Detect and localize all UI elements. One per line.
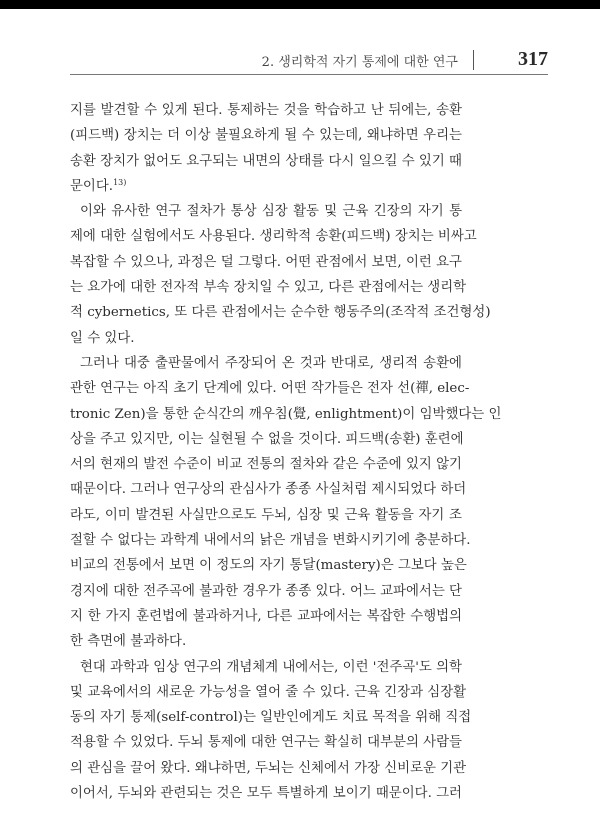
text-line: 이와 유사한 연구 절차가 통상 심장 활동 및 근육 긴장의 자기 통 [80,204,462,220]
text-line: 상을 주고 있지만, 이는 실현될 수 없을 것이다. 피드백(송환) 훈련에 [70,431,464,447]
text-line: 그러나 대중 출판물에서 주장되어 온 것과 반대로, 생리적 송환에 [80,355,462,371]
header-separator [473,50,474,70]
text-line: tronic Zen)을 통한 순식간의 깨우침(覺, enlightment)이 임박했다는 인 [70,406,502,422]
text-line-content: 문이다. [70,178,114,194]
text-line: 경지에 대한 전주곡에 불과한 경우가 종종 있다. 어느 교파에서는 단 [70,583,462,599]
text-line: 한 측면에 불과하다. [70,634,187,650]
header-rule [70,74,548,75]
text-line [70,174,462,199]
text-line: 관한 연구는 아직 초기 단계에 있다. 어떤 작가들은 전자 선(禪, elec- [70,381,470,397]
text-line: 비교의 전통에서 보면 이 정도의 자기 통달(mastery)은 그보다 높은 [70,558,467,574]
page-number: 317 [518,48,548,70]
body-text [70,98,502,806]
text-line: (피드백) 장치는 더 이상 불필요하게 될 수 있는데, 왜냐하면 우리는 [70,128,462,144]
page-top-border [0,0,600,9]
text-line: 적 cybernetics, 또 다른 관점에서는 순수한 행동주의(조작적 조건형성) [70,305,491,321]
text-line: 송환 장치가 없어도 요구되는 내면의 상태를 다시 일으킬 수 있기 때 [70,153,462,169]
text-line: 일 수 있다. [70,330,135,346]
text-line: 복잡할 수 있으나, 과정은 덜 그렇다. 어떤 관점에서 보면, 이런 요구 [70,254,462,270]
text-line: 때문이다. 그러나 연구상의 관심사가 종종 사실처럼 제시되었다 하더 [70,482,467,498]
text-line: 는 요가에 대한 전자적 부속 장치일 수 있고, 다른 관점에서는 생리학 [70,280,467,296]
text-line: 지를 발견할 수 있게 된다. 통제하는 것을 학습하고 난 뒤에는, 송환 [70,103,462,118]
chapter-title: 2. 생리학적 자기 통제에 대한 연구 [261,55,458,70]
text-line: 현대 과학과 임상 연구의 개념체계 내에서는, 이런 '전주곡'도 의학 [80,659,462,675]
text-line: 라도, 이미 발견된 사실만으로도 두뇌, 심장 및 근육 활동을 자기 조 [70,507,462,523]
text-line: 절할 수 없다는 과학계 내에서의 낡은 개념을 변화시키기에 충분하다. [70,533,471,549]
footnote-ref: 13) [113,177,127,187]
running-header [70,50,548,76]
text-line: 서의 현재의 발전 수준이 비교 전통의 절차와 같은 수준에 있지 않기 [70,457,462,473]
text-line: 이어서, 두뇌와 관련되는 것은 모두 특별하게 보이기 때문이다. 그러 [70,786,462,802]
text-line: 제에 대한 실험에서도 사용된다. 생리학적 송환(피드백) 장치는 비싸고 [70,229,477,245]
text-line: 적용할 수 있었다. 두뇌 통제에 대한 연구는 확실히 대부분의 사람들 [70,735,462,751]
text-line: 의 관심을 끌어 왔다. 왜냐하면, 두뇌는 신체에서 가장 신비로운 기관 [70,760,467,776]
text-line: 및 교육에서의 새로운 가능성을 열어 줄 수 있다. 근육 긴장과 심장활 [70,684,467,700]
text-line: 지 한 가지 훈련법에 불과하거나, 다른 교파에서는 복잡한 수행법의 [70,608,462,624]
text-line: 동의 자기 통제(self-control)는 일반인에게도 치료 목적을 위해 직접 [70,710,472,726]
